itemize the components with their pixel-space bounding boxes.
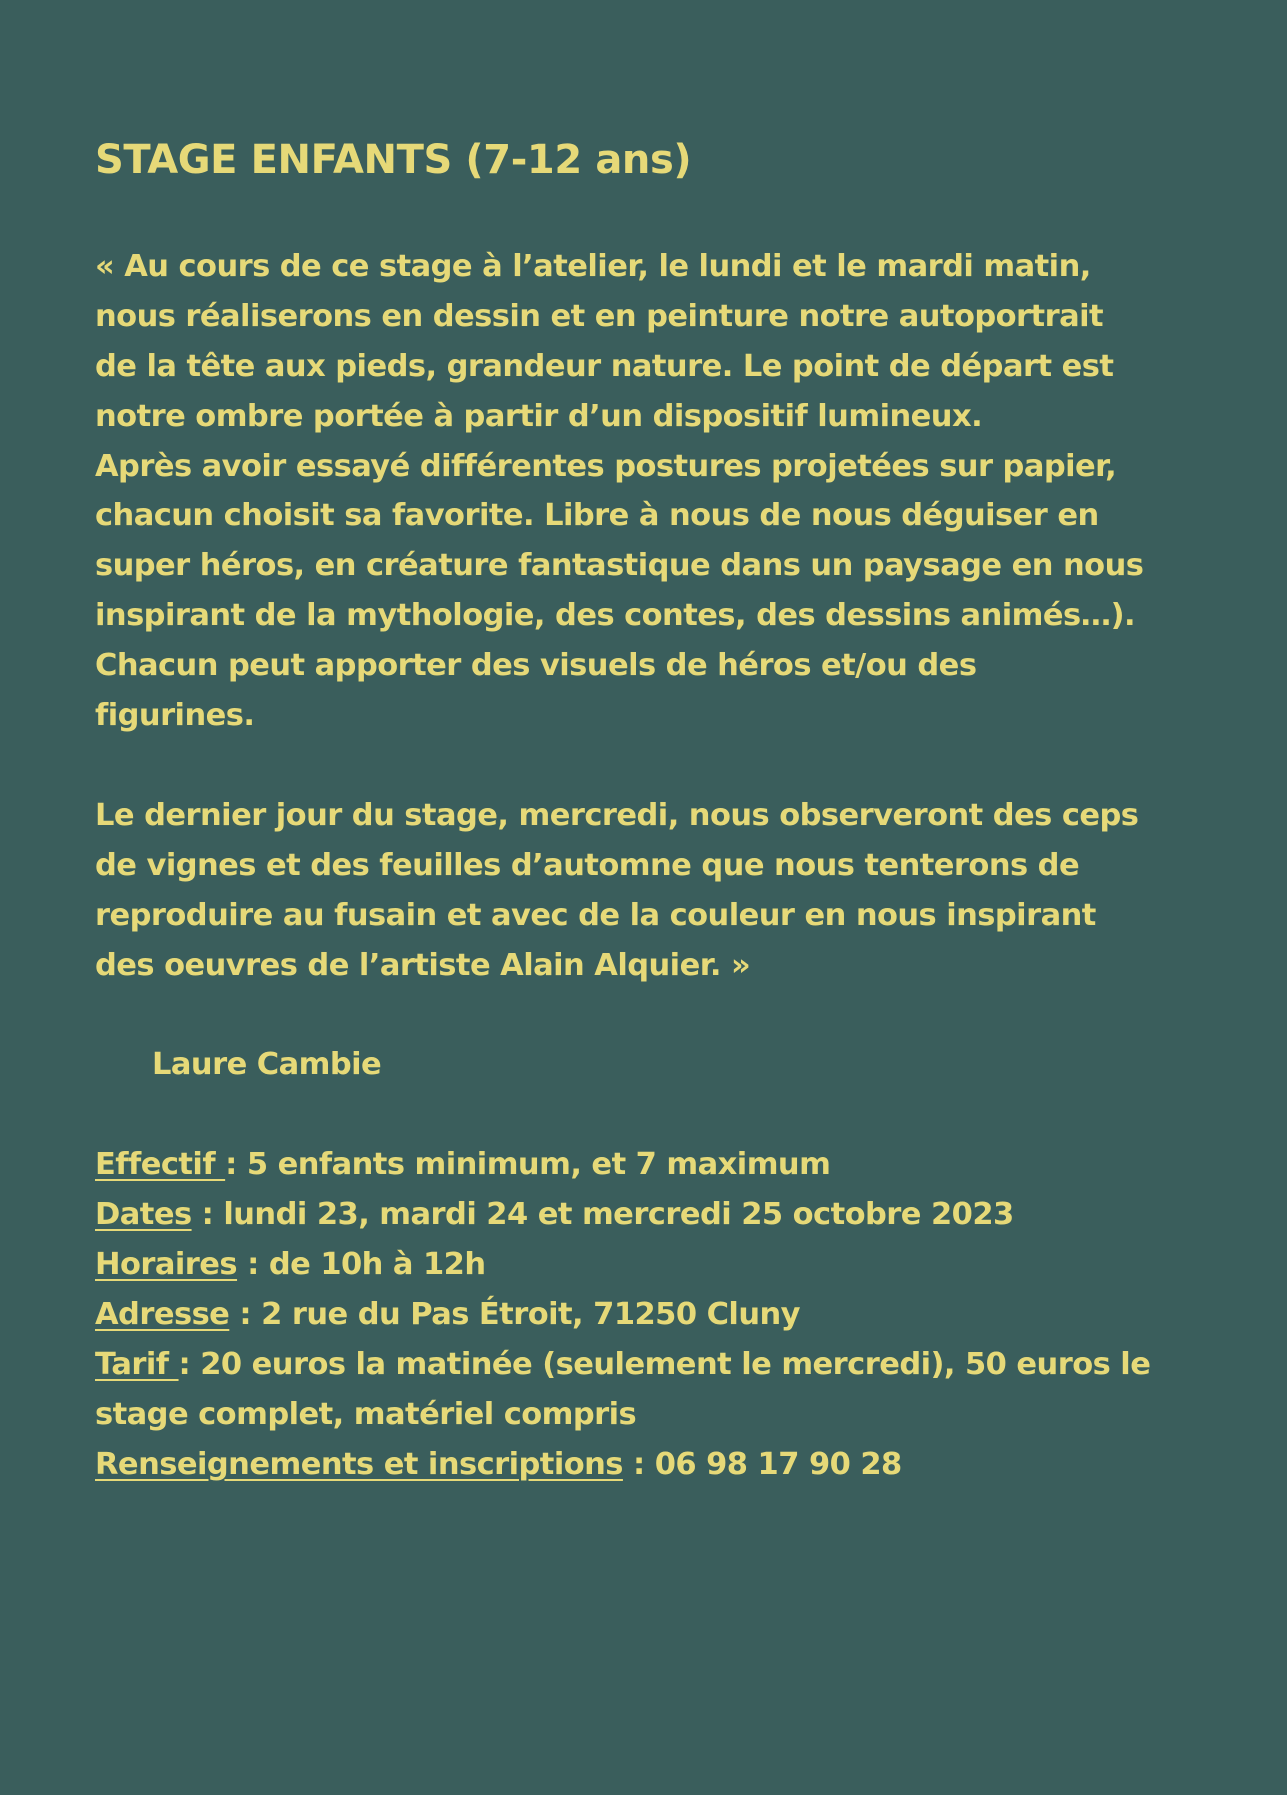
spacer: [95, 990, 1225, 1040]
info-value: : 5 enfants minimum, et 7 maximum: [225, 1147, 831, 1183]
info-value: : de 10h à 12h: [237, 1246, 486, 1282]
text-line: Le dernier jour du stage, mercredi, nous observeront des ceps: [95, 797, 1139, 833]
text-line: de la tête aux pieds, grandeur nature. Le point de départ est: [95, 348, 1114, 384]
info-label: Adresse: [95, 1296, 230, 1332]
description-paragraph: [95, 242, 1225, 741]
spacer: [95, 192, 1225, 242]
text-line: « Au cours de ce stage à l’atelier, le lundi et le mardi matin,: [95, 248, 1091, 284]
spacer: [95, 1090, 1225, 1140]
text-line: chacun choisit sa favorite. Libre à nous de nous déguiser en: [95, 498, 1099, 534]
text-line: inspirant de la mythologie, des contes, des dessins animés…).: [95, 598, 1135, 634]
info-label: Tarif: [95, 1346, 179, 1382]
info-effectif: [95, 1140, 1225, 1190]
spacer: [95, 741, 1225, 791]
text-line: reproduire au fusain et avec de la couleur en nous inspirant: [95, 897, 1096, 933]
text-line: de vignes et des feuilles d’automne que nous tenterons de: [95, 847, 1080, 883]
text-line: figurines.: [95, 698, 255, 734]
info-value: : 2 rue du Pas Étroit, 71250 Cluny: [229, 1296, 800, 1332]
info-value: : 20 euros la matinée (seulement le mercredi), 50 euros le: [178, 1346, 1151, 1382]
info-tarif: [95, 1340, 1225, 1390]
text-line: notre ombre portée à partir d’un dispositif lumineux.: [95, 398, 983, 434]
flyer-page: [95, 128, 1225, 1490]
info-dates: [95, 1190, 1225, 1240]
last-day-paragraph: [95, 791, 1225, 991]
info-value: : 06 98 17 90 28: [622, 1446, 902, 1482]
info-label: Renseignements et inscriptions: [95, 1446, 623, 1482]
info-value: : lundi 23, mardi 24 et mercredi 25 octobre 2023: [191, 1197, 1014, 1233]
text-line: super héros, en créature fantastique dans un paysage en nous: [95, 548, 1144, 584]
info-contact: [95, 1440, 1225, 1490]
info-adresse: [95, 1290, 1225, 1340]
signature: Laure Cambie: [152, 1047, 382, 1083]
text-line: Après avoir essayé différentes postures projetées sur papier,: [95, 448, 1117, 484]
info-horaires: [95, 1240, 1225, 1290]
info-label: Effectif: [95, 1147, 226, 1183]
text-line: Chacun peut apporter des visuels de héros et/ou des: [95, 648, 977, 684]
practical-info: [95, 1140, 1225, 1489]
info-label: Horaires: [95, 1246, 238, 1282]
flyer-title: STAGE ENFANTS (7-12 ans): [95, 137, 692, 183]
text-line: nous réaliserons en dessin et en peinture notre autoportrait: [95, 298, 1104, 334]
text-line: des oeuvres de l’artiste Alain Alquier. »: [95, 947, 751, 983]
info-label: Dates: [95, 1197, 192, 1233]
info-tarif-continued: stage complet, matériel compris: [95, 1396, 637, 1432]
